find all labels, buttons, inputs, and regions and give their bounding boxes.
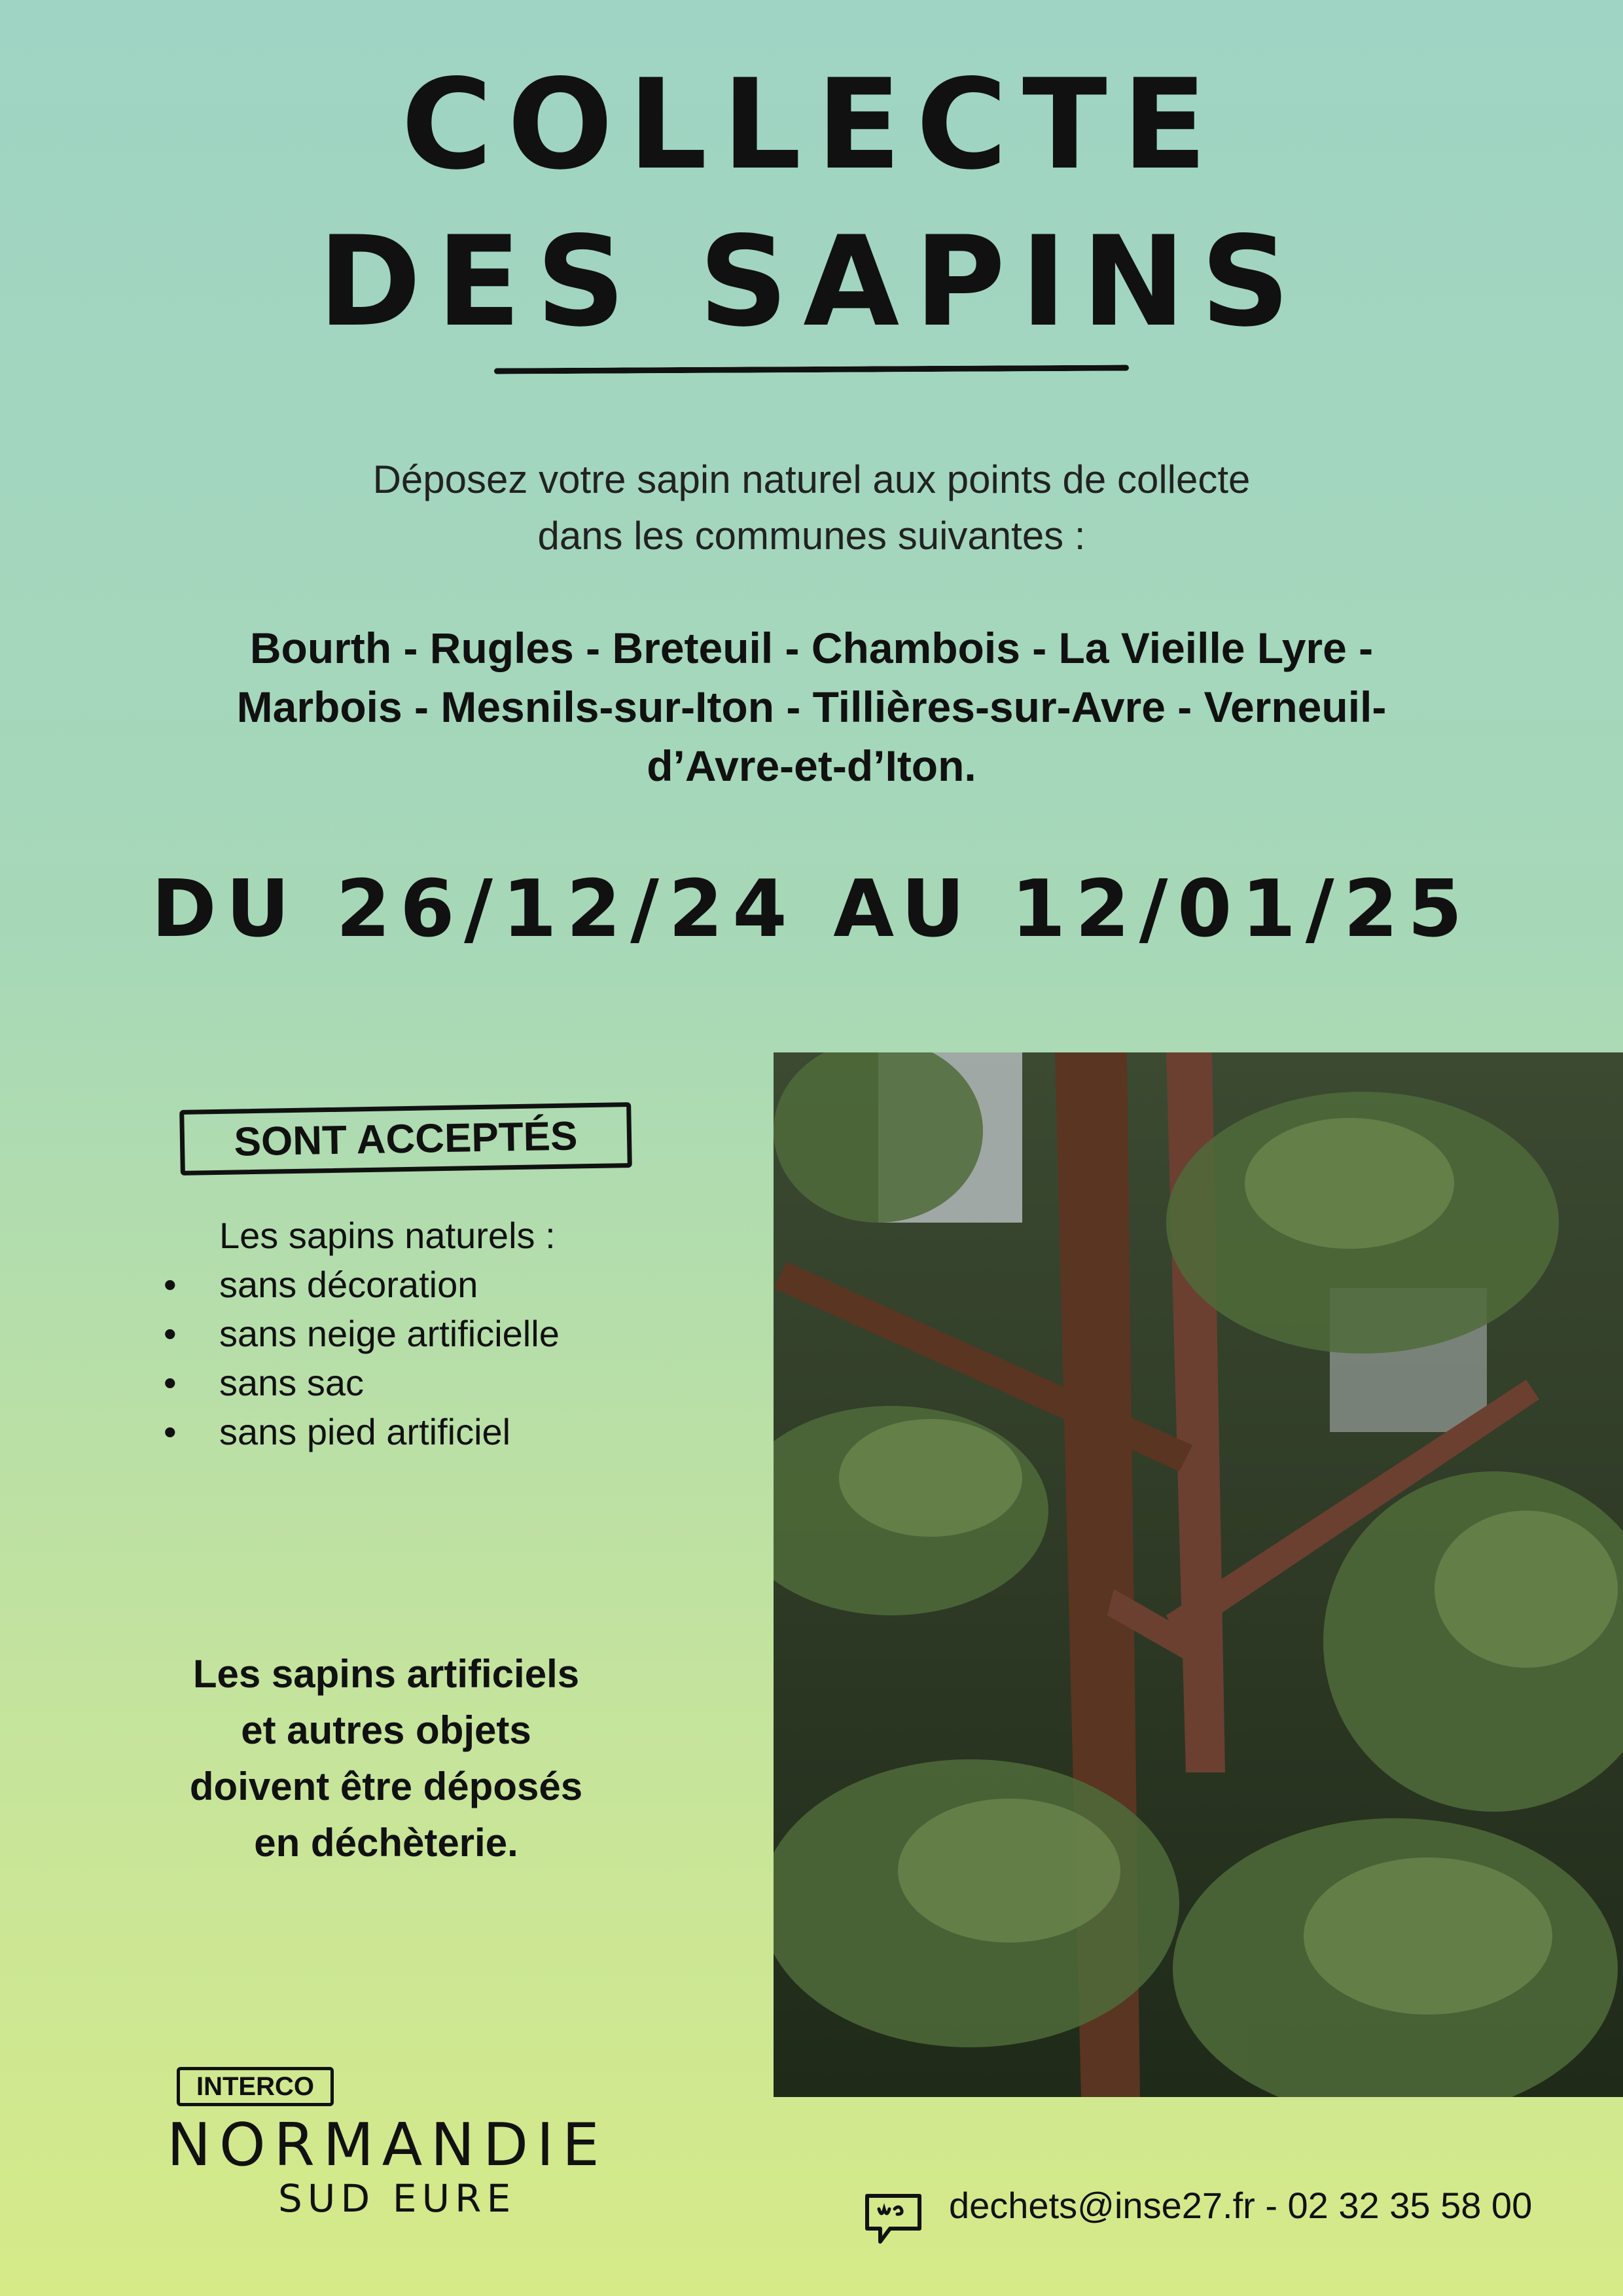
list-item-text: sans pied artificiel <box>219 1411 511 1452</box>
logo-main-text: NORMANDIE <box>167 2111 608 2179</box>
title-line-2: DES SAPINS <box>317 209 1306 354</box>
accepted-heading-box <box>179 1102 632 1175</box>
bullet: • <box>164 1362 177 1403</box>
bullet: • <box>164 1313 177 1354</box>
accepted-list <box>164 1260 560 1456</box>
chat-bubble-icon <box>861 2183 926 2248</box>
notice-line-1: Les sapins artificiels <box>192 1652 580 1696</box>
notice-line-4: en déchèterie. <box>254 1821 518 1865</box>
list-item-text: sans sac <box>219 1362 364 1403</box>
notice-line-3: doivent être déposés <box>189 1765 583 1808</box>
logo-sub-text: SUD EURE <box>278 2176 516 2221</box>
list-item <box>164 1309 560 1358</box>
intro-line-2: dans les communes suivantes : <box>537 514 1086 558</box>
collection-dates: DU 26/12/24 AU 12/01/25 <box>151 864 1472 955</box>
communes-list <box>0 619 1623 795</box>
list-item <box>164 1358 560 1407</box>
list-item-text: sans décoration <box>219 1264 478 1305</box>
list-item <box>164 1260 560 1309</box>
bullet: • <box>164 1264 177 1305</box>
communes-line-2: Marbois - Mesnils-sur-Iton - Tillières-sur-Avre - Verneuil- <box>236 683 1387 731</box>
list-item-text: sans neige artificielle <box>219 1313 560 1354</box>
notice-line-2: et autres objets <box>241 1708 531 1752</box>
title-line-1: COLLECTE <box>401 52 1222 197</box>
contact-info: dechets@inse27.fr - 02 32 35 58 00 <box>949 2185 1533 2226</box>
intro-line-1: Déposez votre sapin naturel aux points de collecte <box>372 457 1251 501</box>
title-underline <box>494 365 1129 374</box>
logo-badge-text: INTERCO <box>196 2072 314 2101</box>
logo-badge <box>177 2067 334 2106</box>
artificial-trees-notice <box>118 1646 654 1871</box>
communes-line-3: d’Avre-et-d’Iton. <box>647 742 976 790</box>
bullet: • <box>164 1411 177 1452</box>
accepted-heading: SONT ACCEPTÉS <box>234 1113 578 1165</box>
intro-text <box>0 452 1623 564</box>
list-item <box>164 1407 560 1456</box>
pine-tree-illustration <box>774 1052 1623 2097</box>
communes-line-1: Bourth - Rugles - Breteuil - Chambois - La Vieille Lyre - <box>249 624 1374 672</box>
accepted-intro: Les sapins naturels : <box>219 1215 556 1256</box>
pine-tree-photo <box>774 1052 1623 2097</box>
